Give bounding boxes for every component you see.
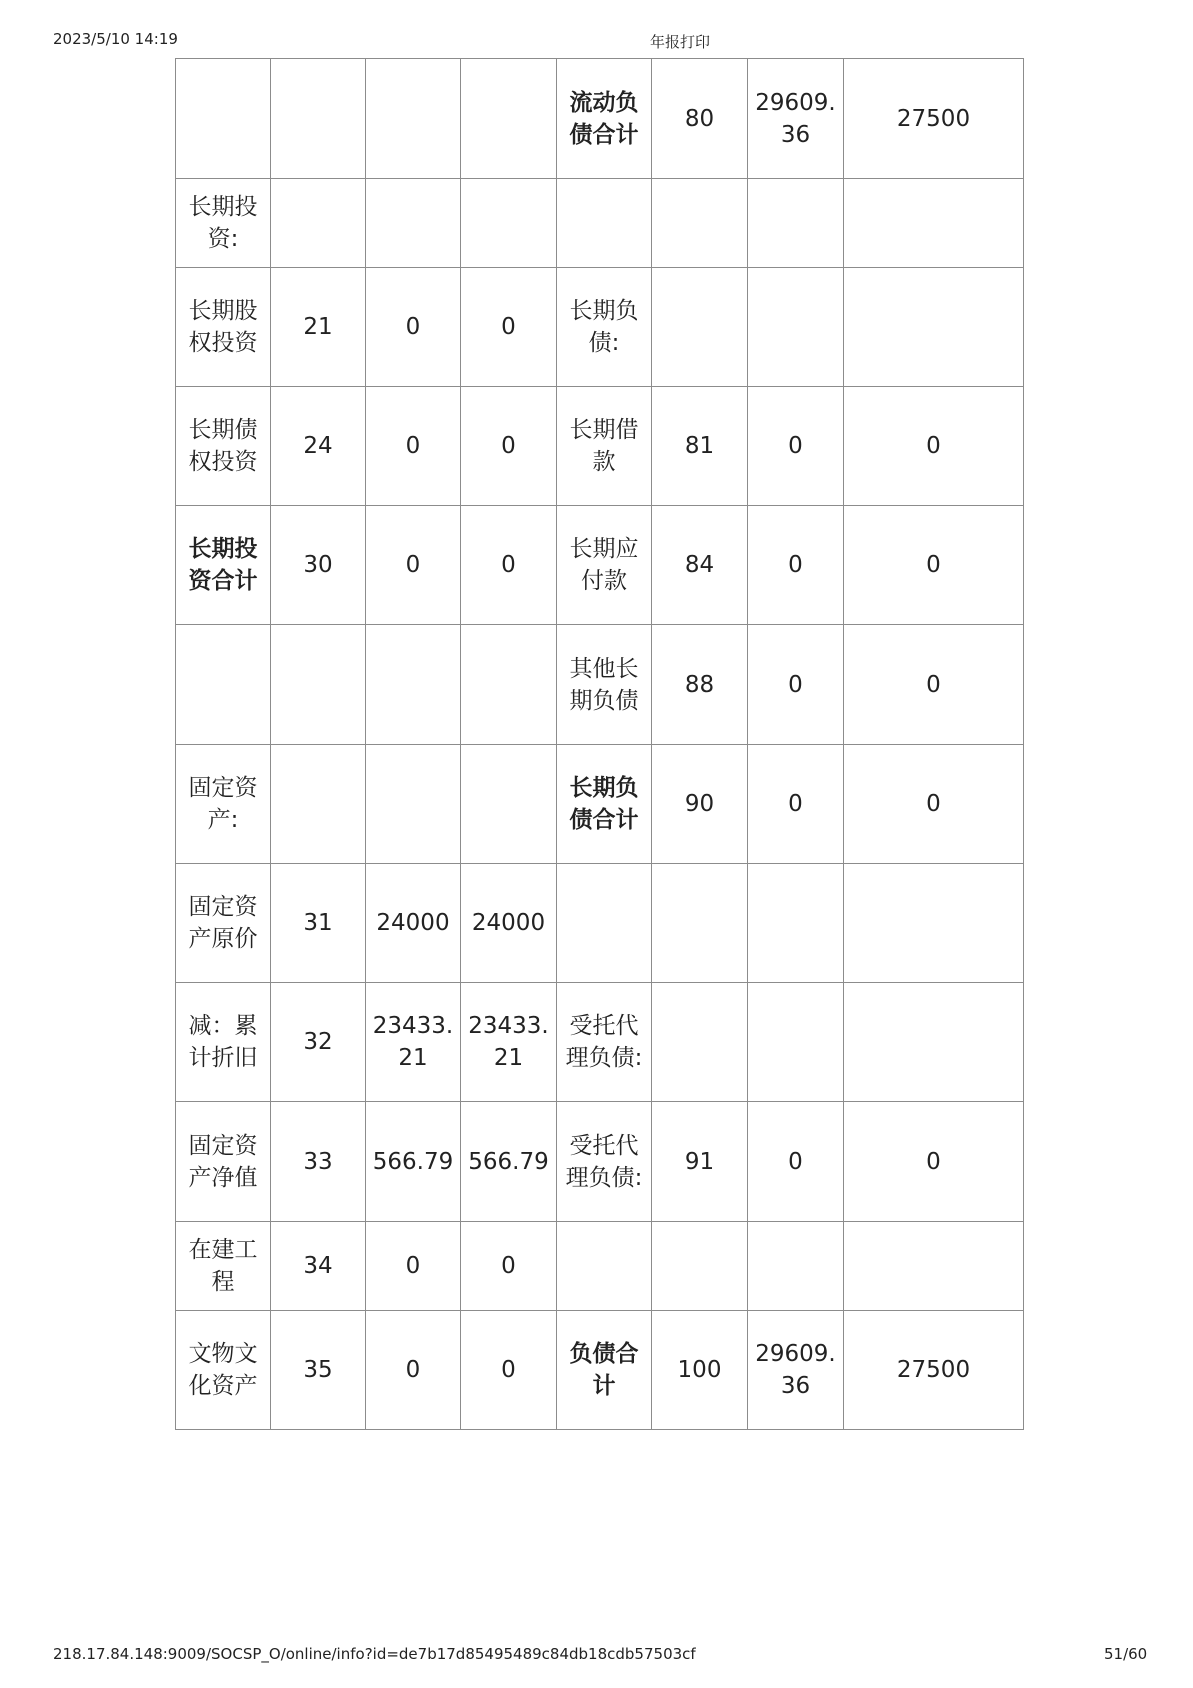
asset-line-no bbox=[271, 625, 366, 745]
balance-sheet-table bbox=[175, 58, 1024, 1430]
asset-item-label: 在建工程 bbox=[176, 1222, 271, 1311]
liability-end-balance: 27500 bbox=[844, 1311, 1024, 1430]
liability-begin-balance: 29609.36 bbox=[748, 59, 844, 179]
liability-begin-balance: 0 bbox=[748, 506, 844, 625]
liability-item-label: 受托代理负债: bbox=[557, 983, 652, 1102]
table-row bbox=[176, 506, 1024, 625]
asset-line-no: 24 bbox=[271, 387, 366, 506]
page-title: 年报打印 bbox=[650, 33, 711, 51]
asset-line-no: 31 bbox=[271, 864, 366, 983]
liability-line-no: 80 bbox=[652, 59, 748, 179]
table-row bbox=[176, 745, 1024, 864]
asset-line-no: 33 bbox=[271, 1102, 366, 1222]
liability-begin-balance bbox=[748, 983, 844, 1102]
asset-item-label: 长期投资合计 bbox=[176, 506, 271, 625]
liability-line-no bbox=[652, 268, 748, 387]
liability-line-no bbox=[652, 1222, 748, 1311]
asset-end-balance: 0 bbox=[461, 1222, 557, 1311]
liability-end-balance bbox=[844, 864, 1024, 983]
asset-begin-balance: 0 bbox=[366, 506, 461, 625]
asset-end-balance: 23433.21 bbox=[461, 983, 557, 1102]
asset-begin-balance bbox=[366, 625, 461, 745]
liability-end-balance bbox=[844, 1222, 1024, 1311]
asset-item-label: 固定资产净值 bbox=[176, 1102, 271, 1222]
asset-begin-balance: 23433.21 bbox=[366, 983, 461, 1102]
asset-end-balance bbox=[461, 59, 557, 179]
liability-end-balance: 0 bbox=[844, 387, 1024, 506]
table-row bbox=[176, 59, 1024, 179]
liability-line-no: 100 bbox=[652, 1311, 748, 1430]
liability-line-no bbox=[652, 864, 748, 983]
liability-line-no bbox=[652, 179, 748, 268]
asset-item-label: 长期投资: bbox=[176, 179, 271, 268]
asset-item-label: 固定资产: bbox=[176, 745, 271, 864]
asset-line-no: 34 bbox=[271, 1222, 366, 1311]
liability-item-label: 长期应付款 bbox=[557, 506, 652, 625]
asset-begin-balance: 0 bbox=[366, 387, 461, 506]
asset-line-no bbox=[271, 745, 366, 864]
liability-begin-balance bbox=[748, 864, 844, 983]
asset-end-balance bbox=[461, 179, 557, 268]
asset-end-balance: 566.79 bbox=[461, 1102, 557, 1222]
asset-begin-balance bbox=[366, 745, 461, 864]
page-number: 51/60 bbox=[1104, 1645, 1148, 1663]
table-row bbox=[176, 983, 1024, 1102]
liability-line-no: 84 bbox=[652, 506, 748, 625]
table-row bbox=[176, 1222, 1024, 1311]
liability-end-balance: 0 bbox=[844, 745, 1024, 864]
asset-end-balance bbox=[461, 745, 557, 864]
liability-begin-balance: 0 bbox=[748, 387, 844, 506]
liability-begin-balance: 29609.36 bbox=[748, 1311, 844, 1430]
asset-end-balance: 0 bbox=[461, 1311, 557, 1430]
asset-end-balance: 0 bbox=[461, 268, 557, 387]
asset-end-balance: 24000 bbox=[461, 864, 557, 983]
liability-end-balance: 0 bbox=[844, 1102, 1024, 1222]
table-row bbox=[176, 179, 1024, 268]
asset-line-no bbox=[271, 179, 366, 268]
asset-begin-balance: 566.79 bbox=[366, 1102, 461, 1222]
liability-item-label: 负债合计 bbox=[557, 1311, 652, 1430]
liability-item-label: 流动负债合计 bbox=[557, 59, 652, 179]
liability-end-balance: 0 bbox=[844, 506, 1024, 625]
print-timestamp: 2023/5/10 14:19 bbox=[53, 30, 178, 48]
liability-end-balance: 27500 bbox=[844, 59, 1024, 179]
asset-item-label: 长期债权投资 bbox=[176, 387, 271, 506]
table-row bbox=[176, 268, 1024, 387]
asset-line-no bbox=[271, 59, 366, 179]
asset-line-no: 32 bbox=[271, 983, 366, 1102]
asset-line-no: 35 bbox=[271, 1311, 366, 1430]
asset-item-label: 固定资产原价 bbox=[176, 864, 271, 983]
asset-end-balance: 0 bbox=[461, 387, 557, 506]
table-row bbox=[176, 1102, 1024, 1222]
asset-item-label: 文物文化资产 bbox=[176, 1311, 271, 1430]
liability-end-balance bbox=[844, 983, 1024, 1102]
liability-line-no: 81 bbox=[652, 387, 748, 506]
liability-line-no: 88 bbox=[652, 625, 748, 745]
liability-item-label: 长期负债: bbox=[557, 268, 652, 387]
table-row bbox=[176, 864, 1024, 983]
asset-end-balance bbox=[461, 625, 557, 745]
asset-begin-balance bbox=[366, 179, 461, 268]
liability-line-no: 90 bbox=[652, 745, 748, 864]
liability-item-label bbox=[557, 1222, 652, 1311]
asset-begin-balance: 0 bbox=[366, 268, 461, 387]
liability-begin-balance bbox=[748, 268, 844, 387]
liability-end-balance bbox=[844, 179, 1024, 268]
liability-item-label bbox=[557, 864, 652, 983]
liability-line-no bbox=[652, 983, 748, 1102]
asset-begin-balance bbox=[366, 59, 461, 179]
asset-item-label bbox=[176, 59, 271, 179]
table-row bbox=[176, 387, 1024, 506]
asset-end-balance: 0 bbox=[461, 506, 557, 625]
liability-end-balance bbox=[844, 268, 1024, 387]
asset-line-no: 30 bbox=[271, 506, 366, 625]
liability-begin-balance bbox=[748, 179, 844, 268]
liability-line-no: 91 bbox=[652, 1102, 748, 1222]
liability-begin-balance: 0 bbox=[748, 745, 844, 864]
liability-item-label bbox=[557, 179, 652, 268]
liability-item-label: 长期借款 bbox=[557, 387, 652, 506]
table-row bbox=[176, 1311, 1024, 1430]
asset-line-no: 21 bbox=[271, 268, 366, 387]
liability-item-label: 受托代理负债: bbox=[557, 1102, 652, 1222]
liability-begin-balance: 0 bbox=[748, 625, 844, 745]
asset-item-label: 减：累计折旧 bbox=[176, 983, 271, 1102]
liability-end-balance: 0 bbox=[844, 625, 1024, 745]
liability-begin-balance: 0 bbox=[748, 1102, 844, 1222]
asset-begin-balance: 0 bbox=[366, 1222, 461, 1311]
page-url: 218.17.84.148:9009/SOCSP_O/online/info?id=de7b17d85495489c84db18cdb57503cf bbox=[53, 1645, 696, 1663]
liability-begin-balance bbox=[748, 1222, 844, 1311]
liability-item-label: 长期负债合计 bbox=[557, 745, 652, 864]
asset-item-label: 长期股权投资 bbox=[176, 268, 271, 387]
liability-item-label: 其他长期负债 bbox=[557, 625, 652, 745]
asset-item-label bbox=[176, 625, 271, 745]
table-row bbox=[176, 625, 1024, 745]
asset-begin-balance: 24000 bbox=[366, 864, 461, 983]
asset-begin-balance: 0 bbox=[366, 1311, 461, 1430]
